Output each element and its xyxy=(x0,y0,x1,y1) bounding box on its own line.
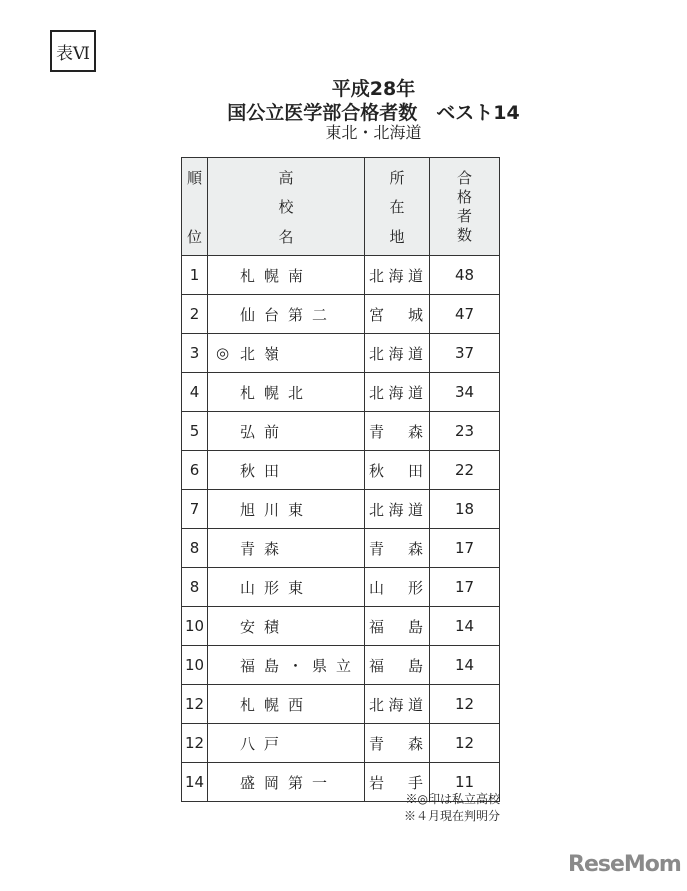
school-cell xyxy=(208,568,365,607)
header-char: 位 xyxy=(186,227,202,246)
school-cell xyxy=(208,334,365,373)
table-row xyxy=(182,256,500,295)
count-cell: 11 xyxy=(430,763,500,802)
count-cell: 48 xyxy=(430,256,500,295)
page-title: 国公立医学部合格者数 ベスト14 xyxy=(227,102,520,124)
location-cell xyxy=(365,334,430,373)
location-cell xyxy=(365,685,430,724)
location-cell xyxy=(365,529,430,568)
header-char: 格 xyxy=(457,187,473,206)
school-name: 弘前 xyxy=(240,422,289,441)
location-cell xyxy=(365,451,430,490)
location-name: 青 森 xyxy=(369,422,424,441)
rank-cell: 5 xyxy=(182,412,208,451)
location-cell xyxy=(365,373,430,412)
footnotes xyxy=(380,791,500,825)
footnote: ※４月現在判明分 xyxy=(403,809,500,823)
count-cell: 22 xyxy=(430,451,500,490)
header-char: 数 xyxy=(457,225,473,244)
location-name: 秋 田 xyxy=(369,461,424,480)
title-year: 平成28年 xyxy=(331,78,416,100)
school-cell xyxy=(208,256,365,295)
location-name: 福 島 xyxy=(369,656,424,675)
school-name: 仙台第二 xyxy=(240,305,337,324)
school-name: 北嶺 xyxy=(240,344,289,363)
school-cell xyxy=(208,763,365,802)
count-cell: 17 xyxy=(430,568,500,607)
location-cell xyxy=(365,295,430,334)
count-cell: 23 xyxy=(430,412,500,451)
count-cell: 17 xyxy=(430,529,500,568)
header-char: 校 xyxy=(278,198,294,216)
private-school-mark: ◎ xyxy=(216,344,230,362)
school-cell xyxy=(208,490,365,529)
location-cell xyxy=(365,490,430,529)
school-name: 福島・県立 xyxy=(240,656,361,675)
rank-cell: 6 xyxy=(182,451,208,490)
school-name: 盛岡第一 xyxy=(240,773,337,792)
location-name: 山 形 xyxy=(369,578,424,597)
count-cell: 14 xyxy=(430,607,500,646)
location-name: 福 島 xyxy=(369,617,424,636)
school-name: 旭川東 xyxy=(240,500,313,519)
table-row xyxy=(182,646,500,685)
header-location xyxy=(365,158,430,256)
school-cell xyxy=(208,646,365,685)
rank-cell: 10 xyxy=(182,646,208,685)
rank-cell: 1 xyxy=(182,256,208,295)
school-name: 山形東 xyxy=(240,578,313,597)
school-cell xyxy=(208,724,365,763)
rank-cell: 12 xyxy=(182,685,208,724)
location-name: 北 海 道 xyxy=(369,383,423,402)
header-char: 順 xyxy=(186,168,202,187)
location-cell xyxy=(365,646,430,685)
count-cell: 12 xyxy=(430,724,500,763)
location-name: 北 海 道 xyxy=(369,695,423,714)
location-name: 宮 城 xyxy=(369,305,424,324)
rank-cell: 14 xyxy=(182,763,208,802)
footnote: ※◎印は私立高校 xyxy=(405,792,500,806)
location-name: 北 海 道 xyxy=(369,266,423,285)
rank-cell: 3 xyxy=(182,334,208,373)
count-cell: 14 xyxy=(430,646,500,685)
header-char: 所 xyxy=(389,168,405,187)
table-row xyxy=(182,295,500,334)
count-cell: 12 xyxy=(430,685,500,724)
rank-cell: 2 xyxy=(182,295,208,334)
count-cell: 18 xyxy=(430,490,500,529)
region-subtitle: 東北・北海道 xyxy=(325,123,422,142)
location-cell xyxy=(365,607,430,646)
school-cell xyxy=(208,373,365,412)
table-row xyxy=(182,607,500,646)
table-row xyxy=(182,724,500,763)
school-name: 八戸 xyxy=(240,734,289,753)
school-cell xyxy=(208,607,365,646)
rank-cell: 10 xyxy=(182,607,208,646)
location-name: 岩 手 xyxy=(369,773,424,792)
table-row xyxy=(182,685,500,724)
table-row xyxy=(182,412,500,451)
ranking-table xyxy=(181,157,500,802)
count-cell: 47 xyxy=(430,295,500,334)
table-row xyxy=(182,490,500,529)
table-label: 表Ⅵ xyxy=(50,30,96,72)
location-name: 青 森 xyxy=(369,734,424,753)
rank-cell: 4 xyxy=(182,373,208,412)
school-name: 札幌北 xyxy=(240,383,313,402)
location-cell xyxy=(365,256,430,295)
location-name: 北 海 道 xyxy=(369,500,423,519)
rank-cell: 8 xyxy=(182,529,208,568)
header-rank xyxy=(182,158,208,256)
count-cell: 34 xyxy=(430,373,500,412)
header-char: 者 xyxy=(457,206,473,225)
header-char: 高 xyxy=(278,168,294,187)
location-cell xyxy=(365,412,430,451)
header-char: 名 xyxy=(278,227,294,246)
header-char: 地 xyxy=(389,227,405,246)
table-row xyxy=(182,373,500,412)
school-name: 札幌西 xyxy=(240,695,313,714)
school-name: 秋田 xyxy=(240,461,289,480)
location-cell xyxy=(365,568,430,607)
school-cell xyxy=(208,685,365,724)
school-name: 青森 xyxy=(240,539,289,558)
table-row xyxy=(182,451,500,490)
resemom-logo: ReseMom xyxy=(568,852,681,877)
header-school xyxy=(208,158,365,256)
school-cell xyxy=(208,451,365,490)
table-row xyxy=(182,568,500,607)
header-count xyxy=(430,158,500,256)
school-name: 札幌南 xyxy=(240,266,313,285)
rank-cell: 12 xyxy=(182,724,208,763)
school-cell xyxy=(208,412,365,451)
school-cell xyxy=(208,529,365,568)
rank-cell: 8 xyxy=(182,568,208,607)
school-cell xyxy=(208,295,365,334)
school-name: 安積 xyxy=(240,617,289,636)
table-row xyxy=(182,334,500,373)
header-char: 在 xyxy=(389,198,405,216)
table-header-row xyxy=(182,158,500,256)
table-row xyxy=(182,529,500,568)
rank-cell: 7 xyxy=(182,490,208,529)
location-name: 北 海 道 xyxy=(369,344,423,363)
header-char: 合 xyxy=(457,168,473,187)
location-name: 青 森 xyxy=(369,539,424,558)
count-cell: 37 xyxy=(430,334,500,373)
location-cell xyxy=(365,724,430,763)
